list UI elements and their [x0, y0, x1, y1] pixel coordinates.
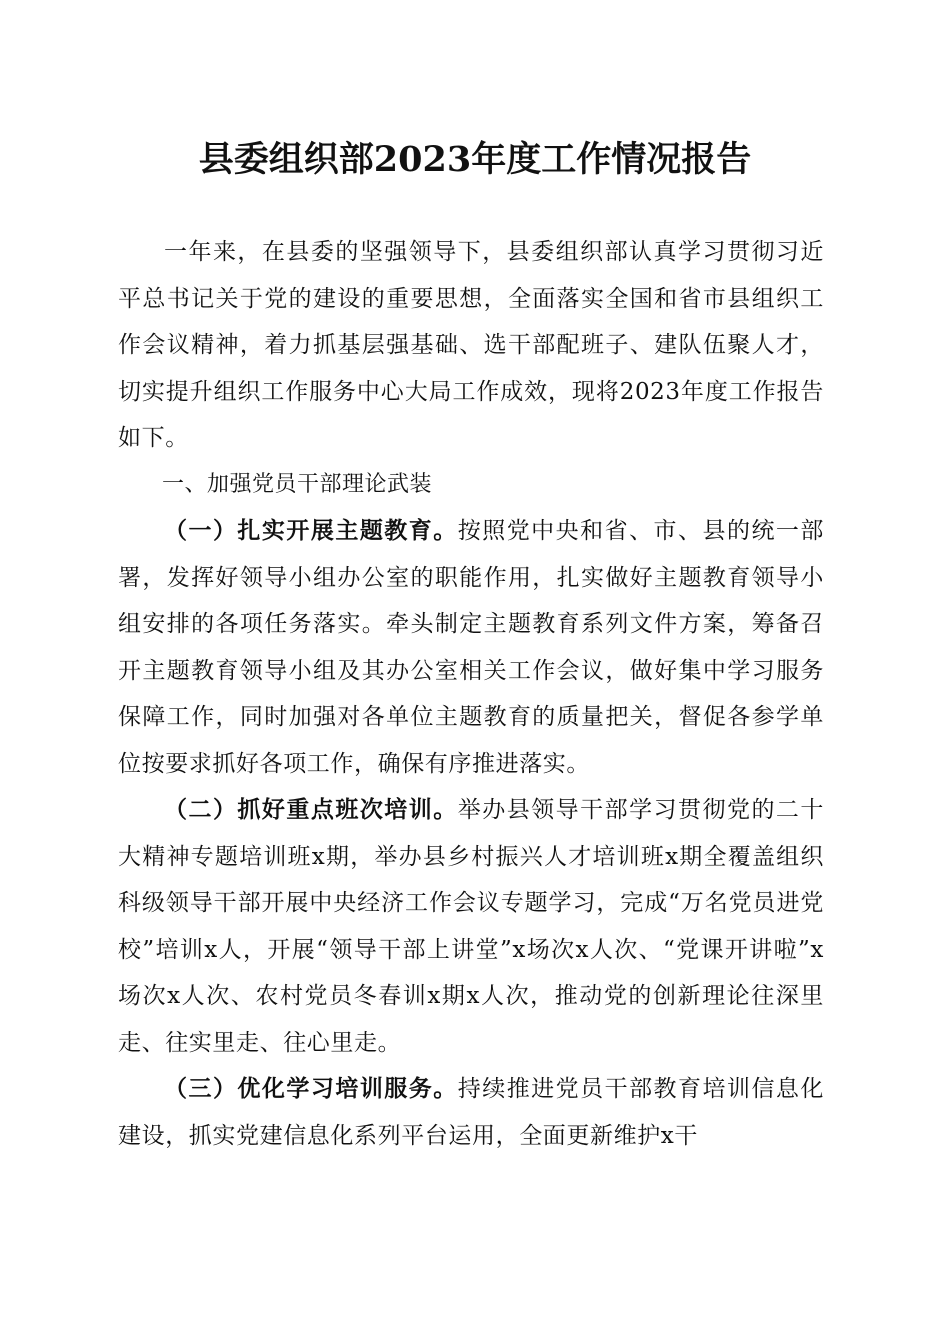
item-2-text: 举办县领导干部学习贯彻党的二十大精神专题培训班x期，举办县乡村振兴人才培训班x期全覆盖组织科级领导干部开展中央经济工作会议专题学习，完成“万名党员进党校”培训x人，开展“领导干部上讲堂”x场次x人次、“党课开讲啦”x场次x人次、农村党员冬春训x期x人次，推动党的创新理论往深里走、往实里走、往心里走。: [118, 797, 825, 1056]
section-1-item-1: [118, 508, 824, 787]
section-heading-1: 一、加强党员干部理论武装: [162, 471, 433, 497]
item-2-lead: （二）抓好重点班次培训。: [164, 796, 458, 823]
section-1-item-2: [118, 787, 824, 1066]
document-title: 县委组织部2023年度工作情况报告: [198, 139, 752, 180]
section-1-item-3: [118, 1066, 824, 1159]
item-1-lead: （一）扎实开展主题教育。: [164, 517, 458, 544]
intro-paragraph: 一年来，在县委的坚强领导下，县委组织部认真学习贯彻习近平总书记关于党的建设的重要思想，全面落实全国和省市县组织工作会议精神，着力抓基层强基础、选干部配班子、建队伍聚人才，切实提升组织工作服务中心大局工作成效，现将2023年度工作报告如下。: [118, 239, 824, 451]
item-1-text: 按照党中央和省、市、县的统一部署，发挥好领导小组办公室的职能作用，扎实做好主题教育领导小组安排的各项任务落实。牵头制定主题教育系列文件方案，筹备召开主题教育领导小组及其办公室相关工作会议，做好集中学习服务保障工作，同时加强对各单位主题教育的质量把关，督促各参学单位按要求抓好各项工作，确保有序推进落实。: [118, 518, 825, 777]
item-3-lead: （三）优化学习培训服务。: [164, 1075, 458, 1102]
document-body: [118, 229, 824, 1159]
item-3-text: 持续推进党员干部教育培训信息化建设，抓实党建信息化系列平台运用，全面更新维护x干: [118, 1076, 825, 1149]
